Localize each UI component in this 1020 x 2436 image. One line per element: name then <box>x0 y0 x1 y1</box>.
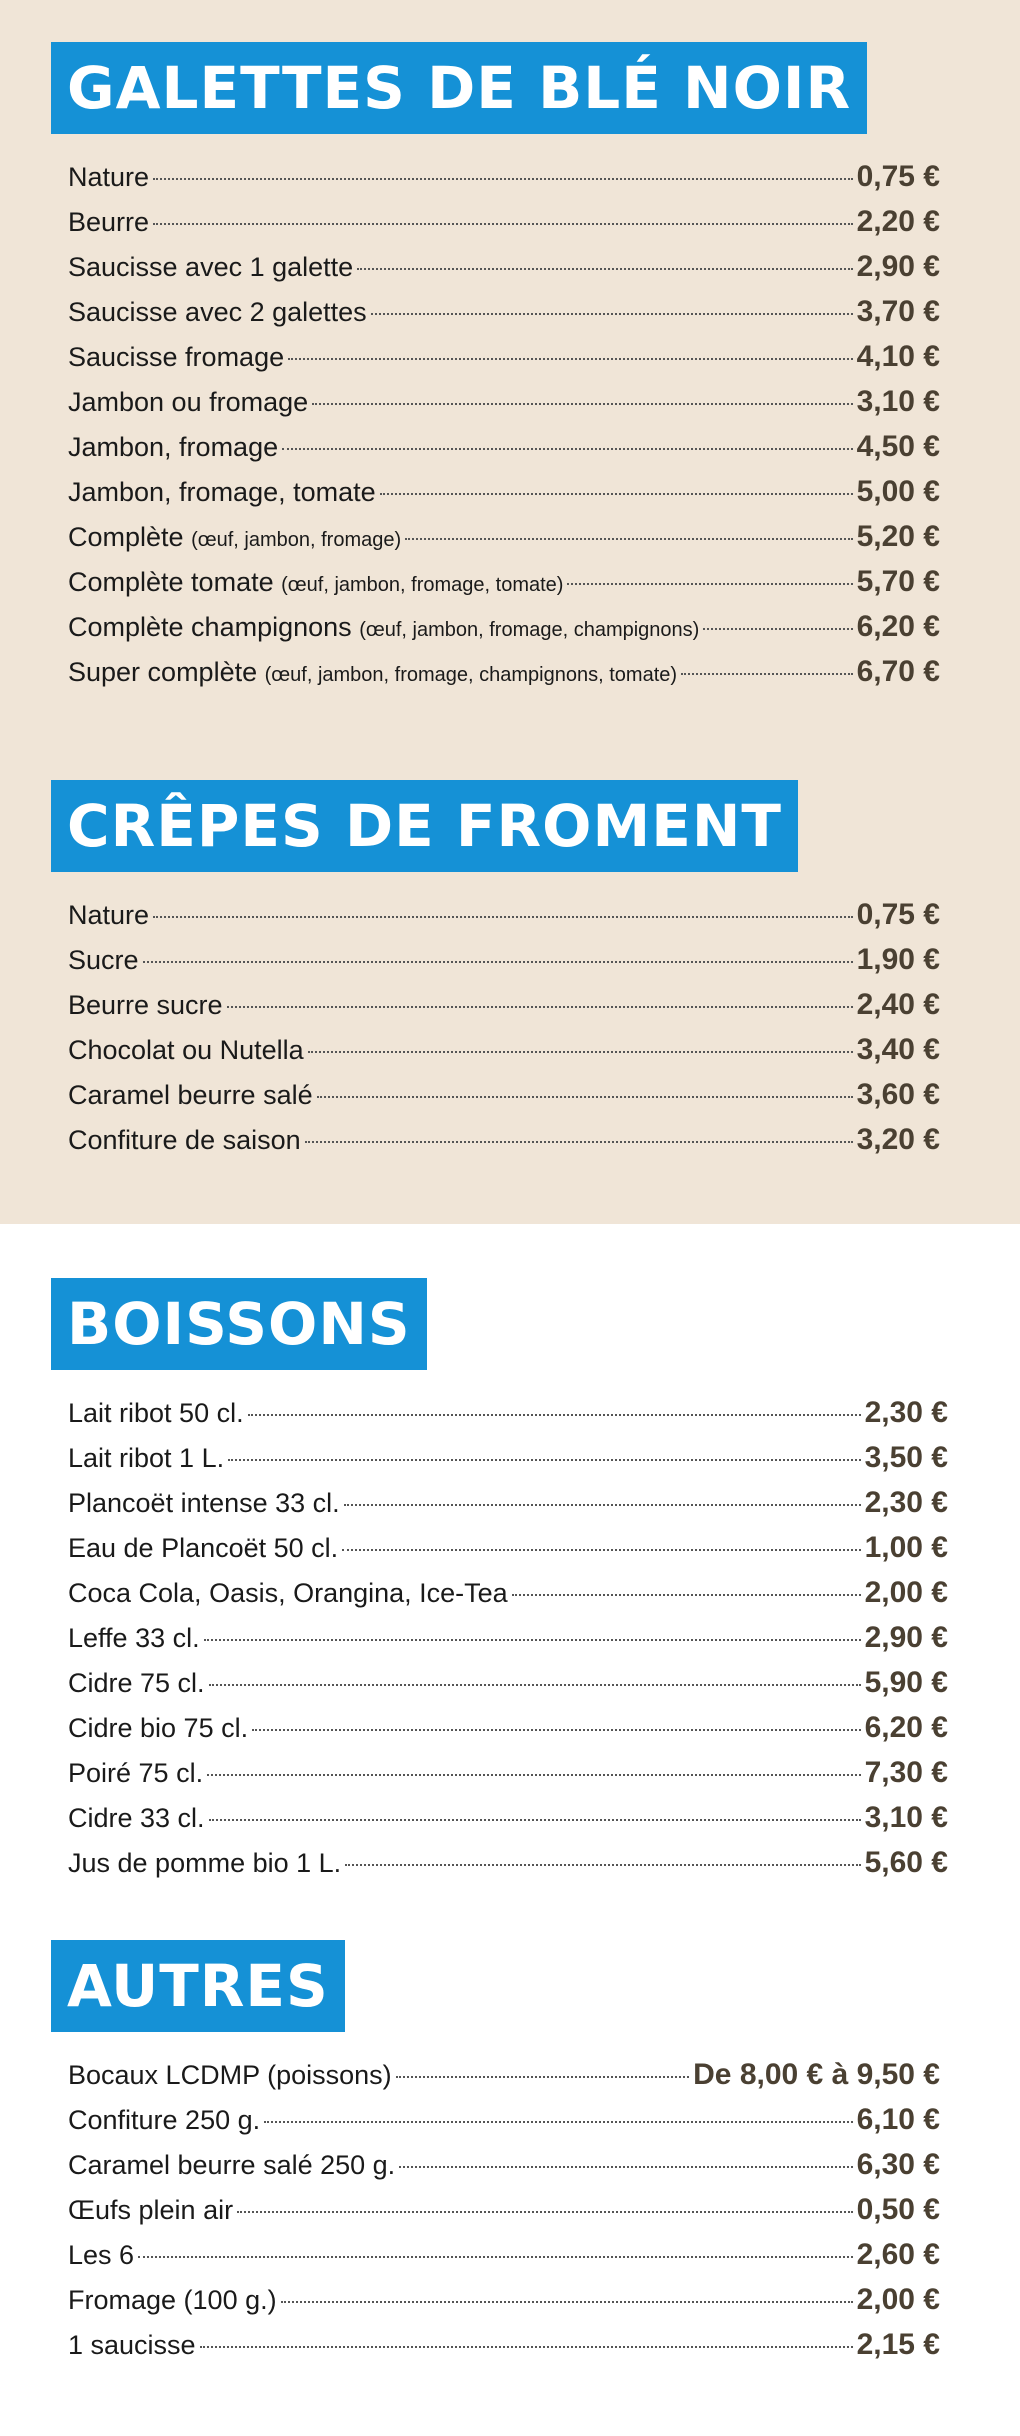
item-name: Cidre 75 cl. <box>68 1668 205 1698</box>
item-name: Nature <box>68 162 150 192</box>
dot-leader <box>305 1141 853 1143</box>
item-name: Lait ribot 50 cl. <box>68 1398 244 1428</box>
menu-item <box>68 2148 940 2193</box>
menu-item <box>68 1486 948 1531</box>
item-name: Coca Cola, Oasis, Orangina, Ice-Tea <box>68 1578 508 1608</box>
dot-leader <box>207 1774 861 1776</box>
item-name: Lait ribot 1 L. <box>68 1443 225 1473</box>
dot-leader <box>380 493 853 495</box>
item-list-galettes <box>68 160 940 700</box>
dot-leader <box>312 403 852 405</box>
dot-leader <box>399 2166 852 2168</box>
item-name: Confiture de saison <box>68 1125 301 1155</box>
dot-leader <box>396 2076 690 2078</box>
menu-item <box>68 1396 948 1441</box>
menu-item <box>68 205 940 250</box>
menu-item <box>68 988 940 1033</box>
item-name: Jambon, fromage, tomate <box>68 477 376 507</box>
item-detail: (œuf, jambon, fromage, champignons, tomate) <box>264 664 678 686</box>
item-price: 1,00 € <box>864 1531 948 1564</box>
item-price: De 8,00 € à 9,50 € <box>693 2058 940 2091</box>
item-price: 2,00 € <box>856 2283 940 2316</box>
dot-leader <box>512 1594 861 1596</box>
item-price: 0,75 € <box>856 898 940 931</box>
dot-leader <box>228 1459 860 1461</box>
item-price: 5,90 € <box>864 1666 948 1699</box>
section-autres <box>0 1940 1020 2373</box>
item-price: 0,75 € <box>856 160 940 193</box>
item-price: 2,60 € <box>856 2238 940 2271</box>
section-heading-galettes: GALETTES DE BLÉ NOIR <box>51 42 867 134</box>
item-name: Complète champignons <box>68 612 352 642</box>
item-price: 6,30 € <box>856 2148 940 2181</box>
menu-item <box>68 2058 940 2103</box>
dot-leader <box>308 1051 853 1053</box>
dot-leader <box>153 916 853 918</box>
dot-leader <box>153 178 853 180</box>
item-price: 6,70 € <box>856 655 940 688</box>
section-heading-boissons: BOISSONS <box>51 1278 427 1370</box>
item-name: Sucre <box>68 945 139 975</box>
menu-item <box>68 898 940 943</box>
item-name: Jambon, fromage <box>68 432 279 462</box>
menu-item <box>68 295 940 340</box>
dot-leader <box>357 268 852 270</box>
dot-leader <box>143 961 853 963</box>
item-price: 2,90 € <box>856 250 940 283</box>
dot-leader <box>264 2121 852 2123</box>
item-name: Complète <box>68 522 184 552</box>
menu-item <box>68 2238 940 2283</box>
menu-item <box>68 2328 940 2373</box>
item-name: Poiré 75 cl. <box>68 1758 204 1788</box>
item-name: Fromage (100 g.) <box>68 2285 277 2315</box>
item-price: 3,40 € <box>856 1033 940 1066</box>
dot-leader <box>252 1729 860 1731</box>
item-price: 3,20 € <box>856 1123 940 1156</box>
item-price: 4,10 € <box>856 340 940 373</box>
item-detail: (œuf, jambon, fromage, champignons) <box>359 619 700 641</box>
item-price: 3,10 € <box>856 385 940 418</box>
section-galettes <box>0 42 1020 700</box>
item-name: Cidre bio 75 cl. <box>68 1713 249 1743</box>
item-name: Complète tomate <box>68 567 274 597</box>
item-price: 1,90 € <box>856 943 940 976</box>
item-price: 3,10 € <box>864 1801 948 1834</box>
menu-item <box>68 430 940 475</box>
menu-item <box>68 475 940 520</box>
item-name: Jambon ou fromage <box>68 387 309 417</box>
item-list-autres <box>68 2058 940 2373</box>
menu-item <box>68 1576 948 1621</box>
dot-leader <box>317 1096 853 1098</box>
section-boissons <box>0 1278 1020 1891</box>
item-list-crepes <box>68 898 940 1168</box>
menu-item <box>68 2103 940 2148</box>
item-price: 5,20 € <box>856 520 940 553</box>
item-price: 2,90 € <box>864 1621 948 1654</box>
item-price: 3,70 € <box>856 295 940 328</box>
dot-leader <box>237 2211 853 2213</box>
item-price: 6,20 € <box>864 1711 948 1744</box>
dot-leader <box>342 1549 860 1551</box>
item-name: Caramel beurre salé <box>68 1080 313 1110</box>
item-price: 2,00 € <box>864 1576 948 1609</box>
dot-leader <box>138 2256 853 2258</box>
item-name: Beurre <box>68 207 150 237</box>
item-name: Nature <box>68 900 150 930</box>
menu-item <box>68 565 940 610</box>
menu-item <box>68 655 940 700</box>
item-price: 0,50 € <box>856 2193 940 2226</box>
dot-leader <box>153 223 853 225</box>
menu-item <box>68 160 940 205</box>
dot-leader <box>209 1684 861 1686</box>
item-price: 7,30 € <box>864 1756 948 1789</box>
section-heading-autres: AUTRES <box>51 1940 345 2032</box>
menu-item <box>68 1033 940 1078</box>
item-price: 6,10 € <box>856 2103 940 2136</box>
item-price: 6,20 € <box>856 610 940 643</box>
dot-leader <box>344 1504 861 1506</box>
section-heading-crepes: CRÊPES DE FROMENT <box>51 780 798 872</box>
menu-item <box>68 520 940 565</box>
menu-item <box>68 1441 948 1486</box>
dot-leader <box>681 673 853 675</box>
menu-item <box>68 340 940 385</box>
dot-leader <box>209 1819 861 1821</box>
item-name: Beurre sucre <box>68 990 223 1020</box>
item-name: 1 saucisse <box>68 2330 196 2360</box>
menu-item <box>68 1666 948 1711</box>
item-name: Chocolat ou Nutella <box>68 1035 304 1065</box>
item-price: 4,50 € <box>856 430 940 463</box>
item-name: Les 6 <box>68 2240 135 2270</box>
item-price: 2,20 € <box>856 205 940 238</box>
item-price: 5,00 € <box>856 475 940 508</box>
item-name: Bocaux LCDMP (poissons) <box>68 2060 392 2090</box>
dot-leader <box>567 583 852 585</box>
menu-item <box>68 1621 948 1666</box>
dot-leader <box>248 1414 861 1416</box>
item-name: Leffe 33 cl. <box>68 1623 200 1653</box>
item-name: Œufs plein air <box>68 2195 234 2225</box>
item-price: 3,60 € <box>856 1078 940 1111</box>
item-price: 2,30 € <box>864 1396 948 1429</box>
dot-leader <box>703 628 852 630</box>
menu-item <box>68 1531 948 1576</box>
dot-leader <box>288 358 852 360</box>
item-name: Saucisse avec 1 galette <box>68 252 354 282</box>
item-name: Confiture 250 g. <box>68 2105 261 2135</box>
menu-item <box>68 1123 940 1168</box>
item-name: Caramel beurre salé 250 g. <box>68 2150 396 2180</box>
item-name: Plancoët intense 33 cl. <box>68 1488 340 1518</box>
item-price: 5,60 € <box>864 1846 948 1879</box>
menu-item <box>68 943 940 988</box>
menu-item <box>68 2283 940 2328</box>
dot-leader <box>227 1006 853 1008</box>
item-price: 5,70 € <box>856 565 940 598</box>
item-name: Eau de Plancoët 50 cl. <box>68 1533 339 1563</box>
menu-item <box>68 610 940 655</box>
menu-item <box>68 250 940 295</box>
menu-item <box>68 1756 948 1801</box>
dot-leader <box>204 1639 861 1641</box>
item-name: Super complète <box>68 657 258 687</box>
dot-leader <box>371 313 853 315</box>
item-price: 3,50 € <box>864 1441 948 1474</box>
menu-item <box>68 1078 940 1123</box>
menu-item <box>68 1801 948 1846</box>
item-detail: (œuf, jambon, fromage) <box>191 529 402 551</box>
item-price: 2,30 € <box>864 1486 948 1519</box>
item-name: Cidre 33 cl. <box>68 1803 205 1833</box>
section-crepes <box>0 780 1020 1168</box>
dot-leader <box>405 538 852 540</box>
dot-leader <box>282 448 852 450</box>
item-price: 2,40 € <box>856 988 940 1021</box>
dot-leader <box>281 2301 853 2303</box>
menu-item <box>68 385 940 430</box>
item-price: 2,15 € <box>856 2328 940 2361</box>
dot-leader <box>345 1864 860 1866</box>
menu-item <box>68 1711 948 1756</box>
item-name: Saucisse fromage <box>68 342 285 372</box>
item-name: Jus de pomme bio 1 L. <box>68 1848 342 1878</box>
dot-leader <box>200 2346 853 2348</box>
menu-item <box>68 2193 940 2238</box>
item-name: Saucisse avec 2 galettes <box>68 297 367 327</box>
menu-item <box>68 1846 948 1891</box>
item-detail: (œuf, jambon, fromage, tomate) <box>281 574 564 596</box>
item-list-boissons <box>68 1396 948 1891</box>
